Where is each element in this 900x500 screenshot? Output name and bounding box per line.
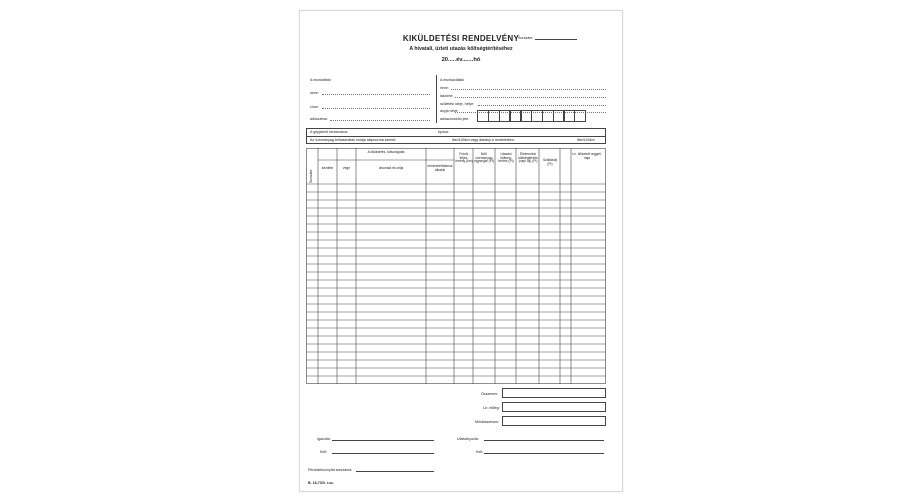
employer-label: A munkáltató [310, 78, 331, 82]
employee-name-label: neve: [440, 86, 449, 90]
col-utazasi: Utazási költség-térítés (Ft) [498, 152, 514, 164]
type-label: típusa: [438, 130, 449, 134]
col-futott: Futott-teljes-ítmény (km) [455, 152, 473, 164]
taxid-box[interactable] [564, 110, 575, 122]
col-le: Le. kifizetett reggeli, napi [572, 152, 602, 160]
taxid-box[interactable] [510, 110, 521, 122]
taxid-box[interactable] [574, 110, 585, 122]
col-kezdete: kezdete [321, 166, 334, 170]
employer-name-line [322, 94, 430, 95]
date-right-line [484, 453, 604, 454]
taxid-box[interactable] [477, 110, 488, 122]
certified-label: Igazolta: [317, 437, 331, 441]
consumption-label: Az üzemanyag-felhasználás módja alapnorma szerint: [310, 138, 397, 142]
form-title: KIKÜLDETÉSI RENDELVÉNY [402, 34, 520, 43]
grand-total-label: Mindösszesen: [475, 420, 499, 424]
date-line: 20.....év.......hó [441, 57, 481, 63]
form-page [299, 10, 623, 492]
advance-label: Le: előleg: [483, 406, 500, 410]
taxid-box[interactable] [553, 110, 564, 122]
employer-address-label: címe: [310, 105, 319, 109]
group-header: A kiküldetés, külszolgálat [367, 150, 405, 154]
employee-mother-label: anyja neve: [440, 109, 459, 113]
taxid-box[interactable] [542, 110, 553, 122]
taxid-box[interactable] [488, 110, 499, 122]
taxid-box[interactable] [531, 110, 542, 122]
vehicle-divider [306, 136, 606, 137]
authorized-label: Utalványozta: [457, 437, 479, 441]
taxid-box[interactable] [521, 110, 532, 122]
date-left-label: Kelt: [320, 450, 328, 454]
receipt-line [356, 471, 434, 472]
total-box[interactable] [502, 388, 606, 398]
col-szallas: Szállásdíj (Ft) [542, 158, 558, 166]
header-divider [436, 75, 437, 123]
advance-box[interactable] [502, 402, 606, 412]
col-sorszam: Sorszám [309, 169, 313, 183]
form-code: B. 18-73/V. r.sz. [308, 481, 334, 485]
date-right-label: Kelt: [476, 450, 484, 454]
col-vege: vége [342, 166, 351, 170]
employee-name-line [451, 89, 606, 90]
col-nav: NAV üzemanyag egységár (Ft) [474, 152, 494, 164]
employer-name-label: neve: [310, 91, 319, 95]
employer-tax-label: adószáma: [310, 117, 328, 121]
employee-birth-line [478, 105, 606, 106]
receipt-label: Pénztárbizonylat sorszáma: [308, 468, 353, 472]
consumption-right: liter/100km [577, 138, 595, 142]
employee-birth-label: születési ideje, helye: [440, 102, 475, 106]
employee-label: A munkavállaló [440, 78, 465, 82]
travel-table [306, 148, 606, 404]
employer-address-line [322, 108, 430, 109]
plate-label: A gépjármű rendszáma: [310, 130, 348, 134]
col-utvonal: útvonala és célja [378, 166, 404, 170]
employee-address-line [455, 97, 606, 98]
grand-total-box[interactable] [502, 416, 606, 426]
taxid-box[interactable] [499, 110, 510, 122]
taxid-boxes [478, 110, 586, 122]
total-label: Összesen: [481, 392, 498, 396]
employee-taxid-label: adóazonosító jele: [440, 117, 470, 121]
consumption-mid: liter/100km vagy átalány a rendeletben: [452, 138, 515, 142]
col-elelmezesi: Élelmezési költségtérítés (napi díj) (Ft) [518, 152, 538, 164]
authorized-line [484, 440, 604, 441]
col-elvegzett: elmeneteltalános alkaluk [427, 164, 453, 172]
employer-tax-line [330, 120, 430, 121]
serial-line [535, 39, 577, 40]
form-subtitle: A hivatali, üzleti utazás költségtérítéséhez [409, 46, 513, 52]
date-left-line [332, 453, 434, 454]
certified-line [332, 440, 434, 441]
serial-label: Sorszám: [518, 36, 534, 40]
employee-address-label: lakcíme: [440, 94, 454, 98]
